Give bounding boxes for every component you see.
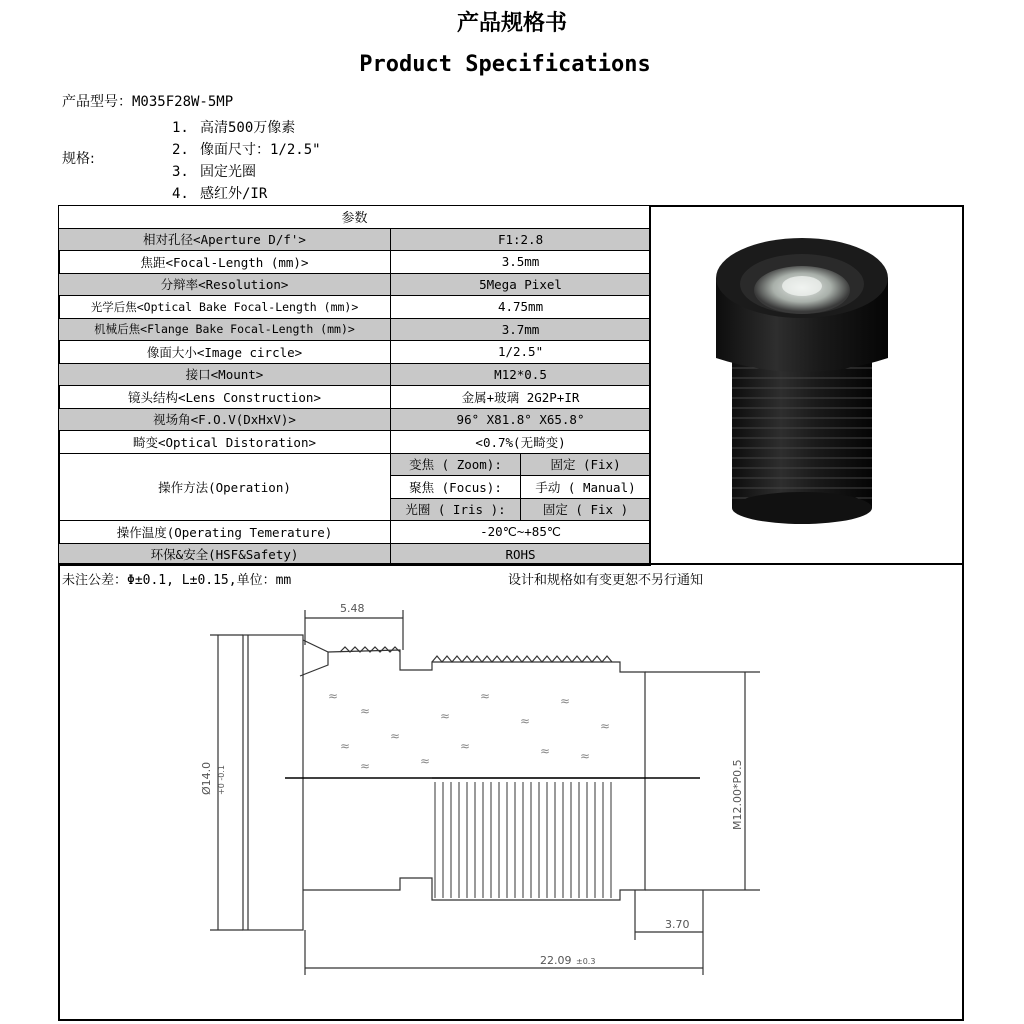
param-label: 焦距<Focal-Length (mm)> [59,251,391,274]
svg-text:≈: ≈ [600,719,611,733]
svg-text:≈: ≈ [460,739,471,753]
table-row [59,521,651,544]
param-value: 1/2.5" [391,341,651,364]
spec-item-number: 4. [172,186,189,202]
table-row [59,453,651,476]
tolerance-note: 未注公差：Φ±0.1, L±0.15,单位：mm [62,573,292,588]
dim-top-length: 5.48 [340,602,365,615]
photo-divider [649,205,651,565]
param-label: 视场角<F.O.V(DxHxV)> [59,408,391,431]
svg-text:≈: ≈ [440,709,451,723]
page-title-cn: 产品规格书 [456,11,567,36]
spec-label: 规格: [62,151,95,167]
spec-item [172,183,321,205]
table-row [59,228,651,251]
dim-overall-length: 22.09 [540,954,572,967]
parameters-table [58,205,651,566]
lens-photo [652,208,962,560]
lens-dimension-drawing [60,590,960,1018]
svg-text:≈: ≈ [328,689,339,703]
param-value: 96° X81.8° X65.8° [391,408,651,431]
param-value: 5Mega Pixel [391,273,651,296]
table-row [59,296,651,319]
dim-thread: M12.00*P0.5 [731,759,744,830]
spec-item-text: 高清500万像素 [200,120,296,136]
operation-value: 手动 ( Manual) [521,476,651,499]
param-label: 相对孔径<Aperture D/f'> [59,228,391,251]
svg-text:≈: ≈ [340,739,351,753]
operation-name: 变焦 ( Zoom): [391,453,521,476]
spec-item-number: 2. [172,142,189,158]
param-label: 环保&安全(HSF&Safety) [59,543,391,566]
table-header: 参数 [59,206,651,229]
operation-value: 固定 (Fix) [521,453,651,476]
change-notice: 设计和规格如有变更恕不另行通知 [508,573,704,588]
param-label: 像面大小<Image circle> [59,341,391,364]
table-row [59,251,651,274]
table-row [59,386,651,409]
spec-item [172,117,321,139]
operation-label: 操作方法(Operation) [59,453,391,521]
spec-item-text: 感红外/IR [200,186,268,202]
param-value: 4.75mm [391,296,651,319]
dim-flange: 3.70 [665,918,690,931]
param-label: 光学后焦<Optical Bake Focal-Length (mm)> [59,296,391,319]
param-value: ROHS [391,543,651,566]
svg-text:≈: ≈ [420,754,431,768]
page-title-en: Product Specifications [359,52,651,77]
param-value: 3.7mm [391,318,651,341]
table-row [59,341,651,364]
param-value: M12*0.5 [391,363,651,386]
param-label: 分辩率<Resolution> [59,273,391,296]
svg-text:≈: ≈ [560,694,571,708]
param-value: 金属+玻璃 2G2P+IR [391,386,651,409]
spec-item-text: 像面尺寸：1/2.5" [200,142,321,158]
param-label: 机械后焦<Flange Bake Focal-Length (mm)> [59,318,391,341]
table-row [59,408,651,431]
spec-item-text: 固定光圈 [200,164,256,180]
svg-text:≈: ≈ [520,714,531,728]
param-value: F1:2.8 [391,228,651,251]
dim-diameter-tolerance: +0 -0.1 [217,765,226,795]
spec-item-number: 3. [172,164,189,180]
dim-diameter: Ø14.0 [200,761,213,795]
svg-text:≈: ≈ [360,759,371,773]
spec-list [172,117,321,205]
table-row [59,431,651,454]
operation-name: 光圈 ( Iris ): [391,498,521,521]
spec-item [172,139,321,161]
param-label: 操作温度(Operating Temerature) [59,521,391,544]
svg-text:≈: ≈ [540,744,551,758]
spec-item [172,161,321,183]
operation-name: 聚焦 (Focus): [391,476,521,499]
svg-text:≈: ≈ [480,689,491,703]
param-label: 接口<Mount> [59,363,391,386]
param-label: 镜头结构<Lens Construction> [59,386,391,409]
operation-value: 固定 ( Fix ) [521,498,651,521]
table-row [59,318,651,341]
table-row [59,363,651,386]
svg-text:≈: ≈ [360,704,371,718]
param-value: -20℃~+85℃ [391,521,651,544]
param-value: 3.5mm [391,251,651,274]
table-row [59,273,651,296]
param-value: <0.7%(无畸变) [391,431,651,454]
param-label: 畸变<Optical Distoration> [59,431,391,454]
dim-overall-length-tolerance: ±0.3 [576,957,596,966]
product-model: 产品型号：M035F28W-5MP [62,94,234,110]
spec-item-number: 1. [172,120,189,136]
section-divider [58,563,964,565]
svg-text:≈: ≈ [390,729,401,743]
svg-text:≈: ≈ [580,749,591,763]
